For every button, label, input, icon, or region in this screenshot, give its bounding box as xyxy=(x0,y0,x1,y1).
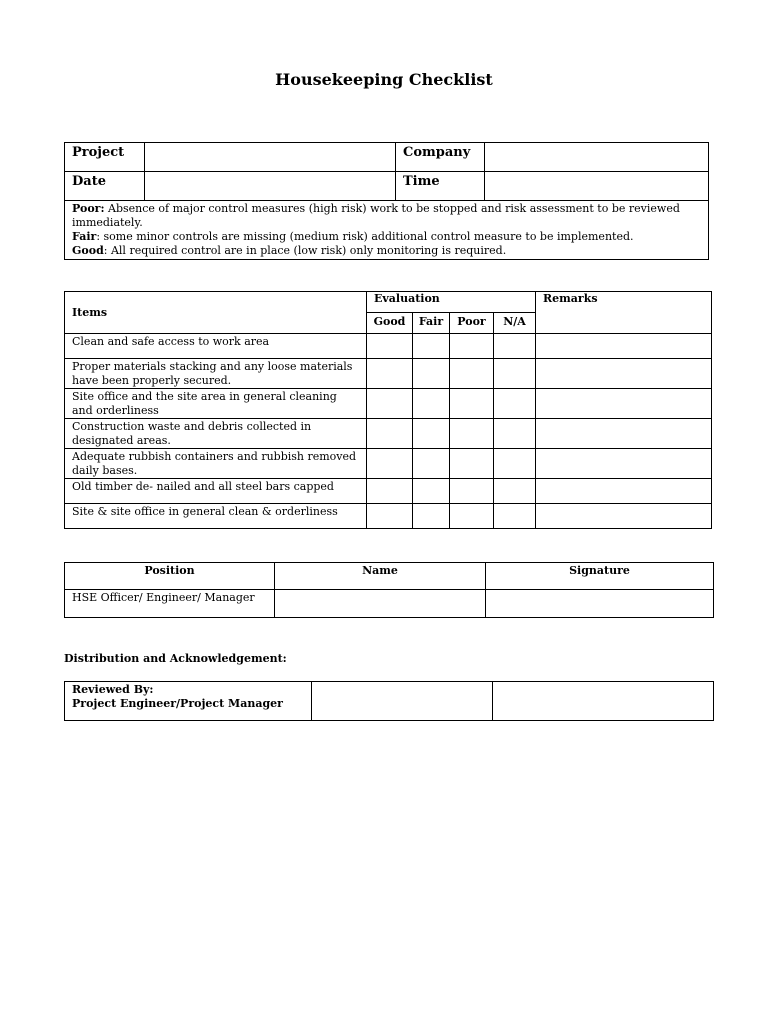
rating-cell-poor[interactable] xyxy=(450,389,494,419)
remarks-cell[interactable] xyxy=(536,504,712,529)
rating-cell-poor[interactable] xyxy=(450,334,494,359)
rating-cell-na[interactable] xyxy=(494,334,536,359)
review-table xyxy=(64,681,714,721)
rating-cell-na[interactable] xyxy=(494,479,536,504)
rating-header-na: N/A xyxy=(494,313,536,334)
project-label: Project xyxy=(65,143,145,172)
rating-cell-good[interactable] xyxy=(367,389,413,419)
rating-cell-good[interactable] xyxy=(367,334,413,359)
table-row xyxy=(65,504,712,529)
rating-cell-poor[interactable] xyxy=(450,359,494,389)
page-title: Housekeeping Checklist xyxy=(275,70,493,89)
position-value: HSE Officer/ Engineer/ Manager xyxy=(65,590,275,618)
rating-cell-good[interactable] xyxy=(367,479,413,504)
rating-cell-fair[interactable] xyxy=(413,389,450,419)
project-info-table xyxy=(64,142,709,260)
legend-fair-label: Fair xyxy=(72,230,97,243)
name-field[interactable] xyxy=(275,590,486,618)
legend-poor-label: Poor: xyxy=(72,202,105,215)
rating-cell-good[interactable] xyxy=(367,359,413,389)
legend-fair xyxy=(72,230,701,244)
rating-cell-good[interactable] xyxy=(367,419,413,449)
rating-header-fair: Fair xyxy=(413,313,450,334)
rating-cell-poor[interactable] xyxy=(450,419,494,449)
legend-poor-text: Absence of major control measures (high risk) work to be stopped and risk assessment to be reviewed immediately. xyxy=(72,202,680,229)
remarks-cell[interactable] xyxy=(536,334,712,359)
table-row xyxy=(65,419,712,449)
reviewer-role: Project Engineer/Project Manager xyxy=(72,697,283,710)
item-label: Adequate rubbish containers and rubbish removed daily bases. xyxy=(65,449,367,479)
rating-header-poor: Poor xyxy=(450,313,494,334)
position-header: Position xyxy=(65,563,275,590)
legend-good xyxy=(72,244,701,258)
rating-cell-fair[interactable] xyxy=(413,449,450,479)
time-field[interactable] xyxy=(485,172,709,201)
remarks-cell[interactable] xyxy=(536,389,712,419)
table-row xyxy=(65,682,714,721)
remarks-cell[interactable] xyxy=(536,449,712,479)
project-field[interactable] xyxy=(145,143,396,172)
signoff-table xyxy=(64,562,714,618)
rating-cell-fair[interactable] xyxy=(413,334,450,359)
remarks-cell[interactable] xyxy=(536,359,712,389)
table-header-row xyxy=(65,563,714,590)
company-field[interactable] xyxy=(485,143,709,172)
table-row xyxy=(65,172,709,201)
table-row xyxy=(65,334,712,359)
rating-legend-row xyxy=(65,201,709,260)
item-label: Construction waste and debris collected in designated areas. xyxy=(65,419,367,449)
company-label: Company xyxy=(396,143,485,172)
remarks-header: Remarks xyxy=(536,292,712,334)
reviewer-name-field[interactable] xyxy=(312,682,493,721)
rating-cell-na[interactable] xyxy=(494,419,536,449)
legend-poor xyxy=(72,202,701,230)
reviewer-signature-field[interactable] xyxy=(493,682,714,721)
item-label: Site office and the site area in general cleaning and orderliness xyxy=(65,389,367,419)
remarks-cell[interactable] xyxy=(536,479,712,504)
rating-cell-poor[interactable] xyxy=(450,479,494,504)
items-header: Items xyxy=(65,292,367,334)
rating-cell-na[interactable] xyxy=(494,389,536,419)
table-row xyxy=(65,479,712,504)
reviewed-by-label: Reviewed By: xyxy=(72,683,154,696)
checklist-table xyxy=(64,291,712,529)
legend-good-text: : All required control are in place (low risk) only monitoring is required. xyxy=(103,244,507,257)
reviewed-by-cell xyxy=(65,682,312,721)
name-header: Name xyxy=(275,563,486,590)
table-row xyxy=(65,359,712,389)
item-label: Site & site office in general clean & orderliness xyxy=(65,504,367,529)
rating-cell-poor[interactable] xyxy=(450,449,494,479)
distribution-heading: Distribution and Acknowledgement: xyxy=(64,652,287,665)
item-label: Old timber de- nailed and all steel bars capped xyxy=(65,479,367,504)
evaluation-header: Evaluation xyxy=(367,292,536,313)
legend-good-label: Good xyxy=(72,244,104,257)
rating-cell-na[interactable] xyxy=(494,504,536,529)
item-label: Clean and safe access to work area xyxy=(65,334,367,359)
rating-cell-fair[interactable] xyxy=(413,479,450,504)
table-header-row xyxy=(65,292,712,313)
table-row xyxy=(65,389,712,419)
legend-fair-text: : some minor controls are missing (medium risk) additional control measure to be implemented. xyxy=(96,230,634,243)
rating-cell-fair[interactable] xyxy=(413,419,450,449)
rating-cell-poor[interactable] xyxy=(450,504,494,529)
signature-header: Signature xyxy=(486,563,714,590)
rating-cell-fair[interactable] xyxy=(413,504,450,529)
item-label: Proper materials stacking and any loose materials have been properly secured. xyxy=(65,359,367,389)
remarks-cell[interactable] xyxy=(536,419,712,449)
rating-cell-fair[interactable] xyxy=(413,359,450,389)
date-field[interactable] xyxy=(145,172,396,201)
rating-cell-na[interactable] xyxy=(494,359,536,389)
table-row xyxy=(65,590,714,618)
rating-cell-good[interactable] xyxy=(367,449,413,479)
rating-cell-good[interactable] xyxy=(367,504,413,529)
rating-header-good: Good xyxy=(367,313,413,334)
table-row xyxy=(65,449,712,479)
date-label: Date xyxy=(65,172,145,201)
rating-legend xyxy=(65,201,709,260)
time-label: Time xyxy=(396,172,485,201)
signature-field[interactable] xyxy=(486,590,714,618)
table-row xyxy=(65,143,709,172)
rating-cell-na[interactable] xyxy=(494,449,536,479)
